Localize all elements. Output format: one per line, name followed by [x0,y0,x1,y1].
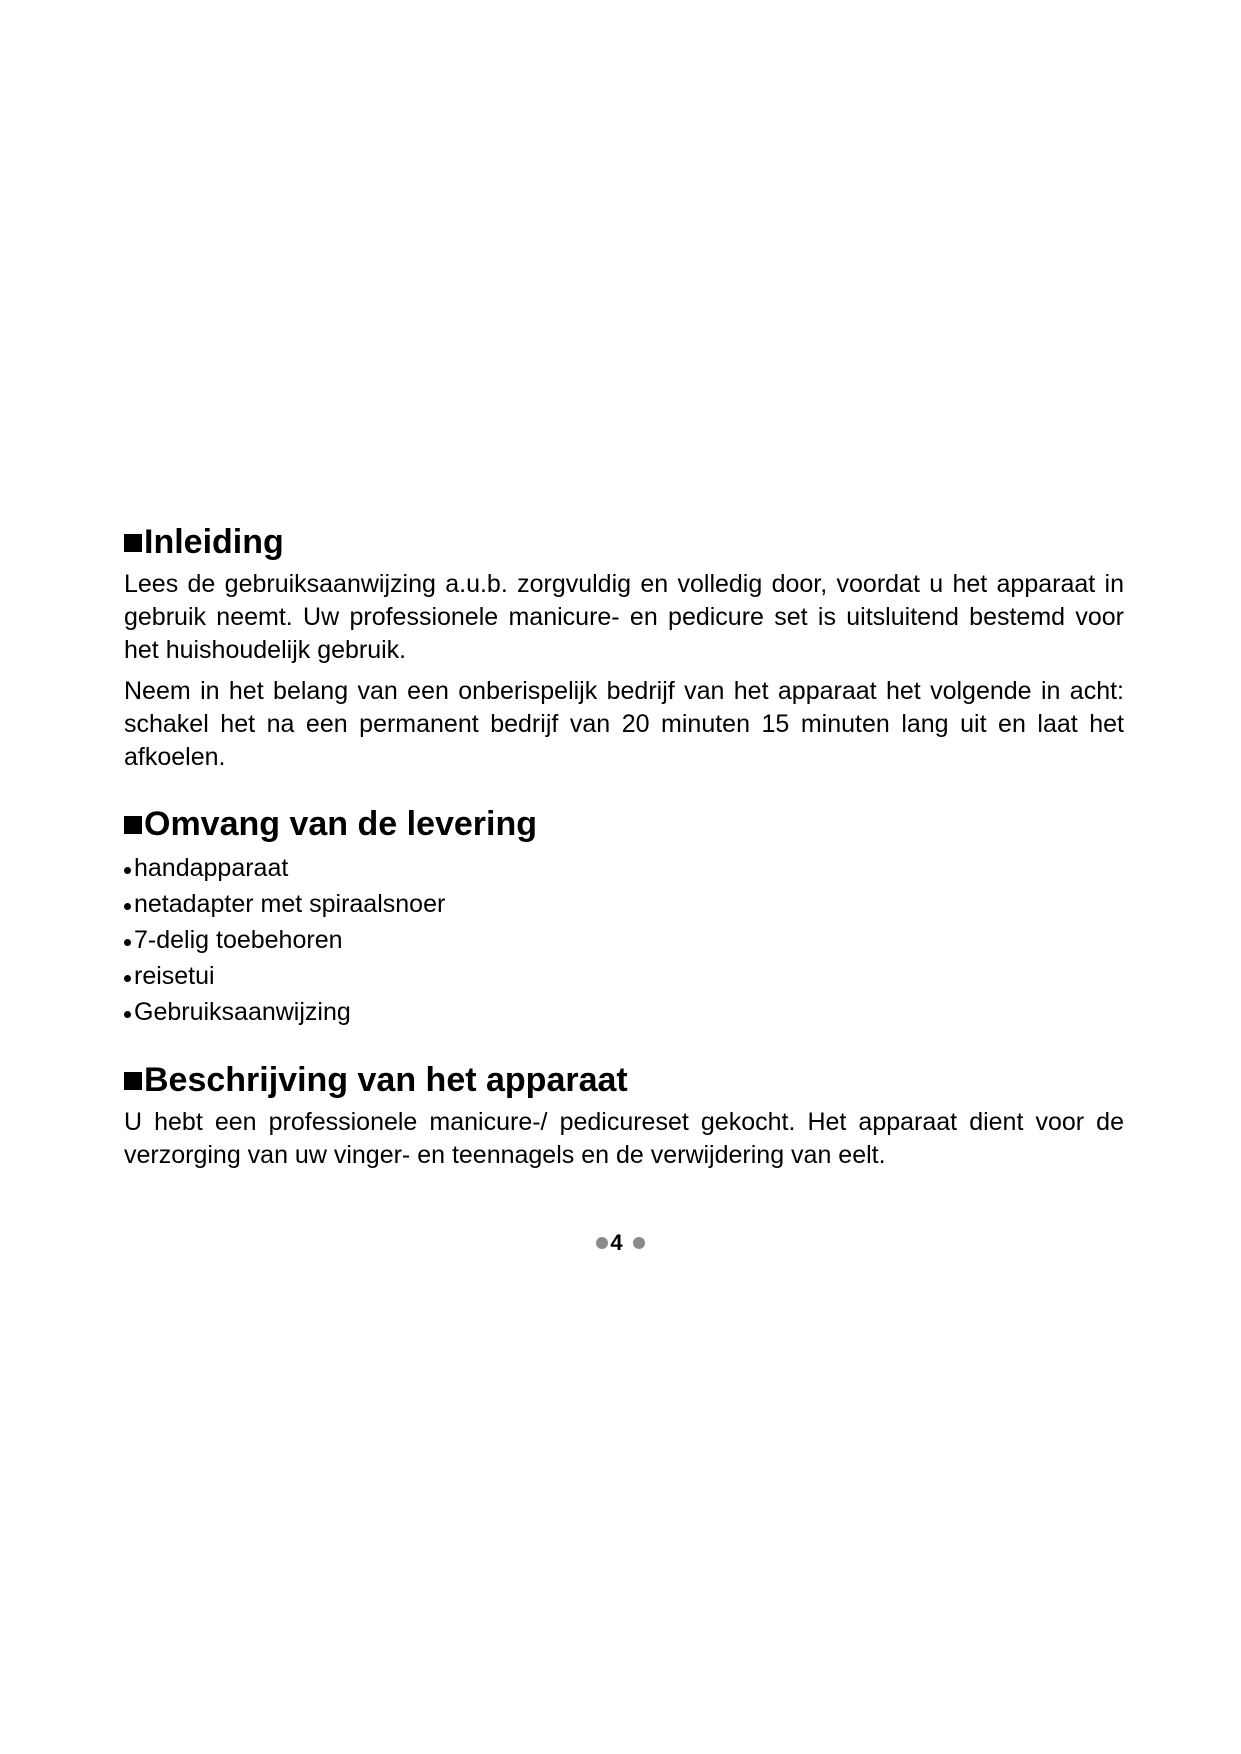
page-content [124,520,1124,1172]
list-item [124,886,1124,922]
list-item [124,958,1124,994]
list-item-text: 7-delig toebehoren [134,926,343,954]
section-title: Beschrijving van het apparaat [144,1061,628,1099]
list-item-text: Gebruiksaanwijzing [134,998,351,1026]
bullet-dot-icon [124,939,131,946]
section-heading [124,802,1124,846]
bullet-dot-icon [124,867,131,874]
list-item [124,994,1124,1030]
section-heading [124,520,1124,564]
section-title: Inleiding [144,523,284,561]
square-bullet-icon [124,1072,142,1090]
list-item-text: reisetui [134,962,215,990]
section-omvang-van-de-levering [124,802,1124,1030]
dot-icon [596,1237,608,1249]
dot-icon [633,1237,645,1249]
list-item-text: handapparaat [134,854,289,882]
bullet-dot-icon [124,1011,131,1018]
list-item [124,922,1124,958]
paragraph: Lees de gebruiksaanwijzing a.u.b. zorgvuldig en volledig door, voordat u het apparaat in gebruik neemt. Uw professionele manicure- en pedicure set is uitsluitend bestemd voor het huishoudelijk gebruik. [124,570,1124,664]
bullet-dot-icon [124,903,131,910]
section-inleiding [124,520,1124,774]
square-bullet-icon [124,816,142,834]
square-bullet-icon [124,534,142,552]
section-beschrijving-van-het-apparaat [124,1058,1124,1172]
page-number [0,1230,1241,1256]
page-number-text: 4 [610,1230,623,1255]
section-title: Omvang van de levering [144,805,538,843]
bullet-dot-icon [124,975,131,982]
list-item-text: netadapter met spiraalsnoer [134,890,446,918]
list-item [124,850,1124,886]
delivery-list [124,850,1124,1030]
section-heading [124,1058,1124,1102]
paragraph: Neem in het belang van een onberispelijk bedrijf van het apparaat het volgende in acht: schakel het na een permanent bedrijf van 20 minuten 15 minuten lang uit en laat het afkoelen. [124,677,1124,771]
paragraph: U hebt een professionele manicure-/ pedicureset gekocht. Het apparaat dient voor de verzorging van uw vinger- en teennagels en de verwijdering van eelt. [124,1108,1124,1169]
